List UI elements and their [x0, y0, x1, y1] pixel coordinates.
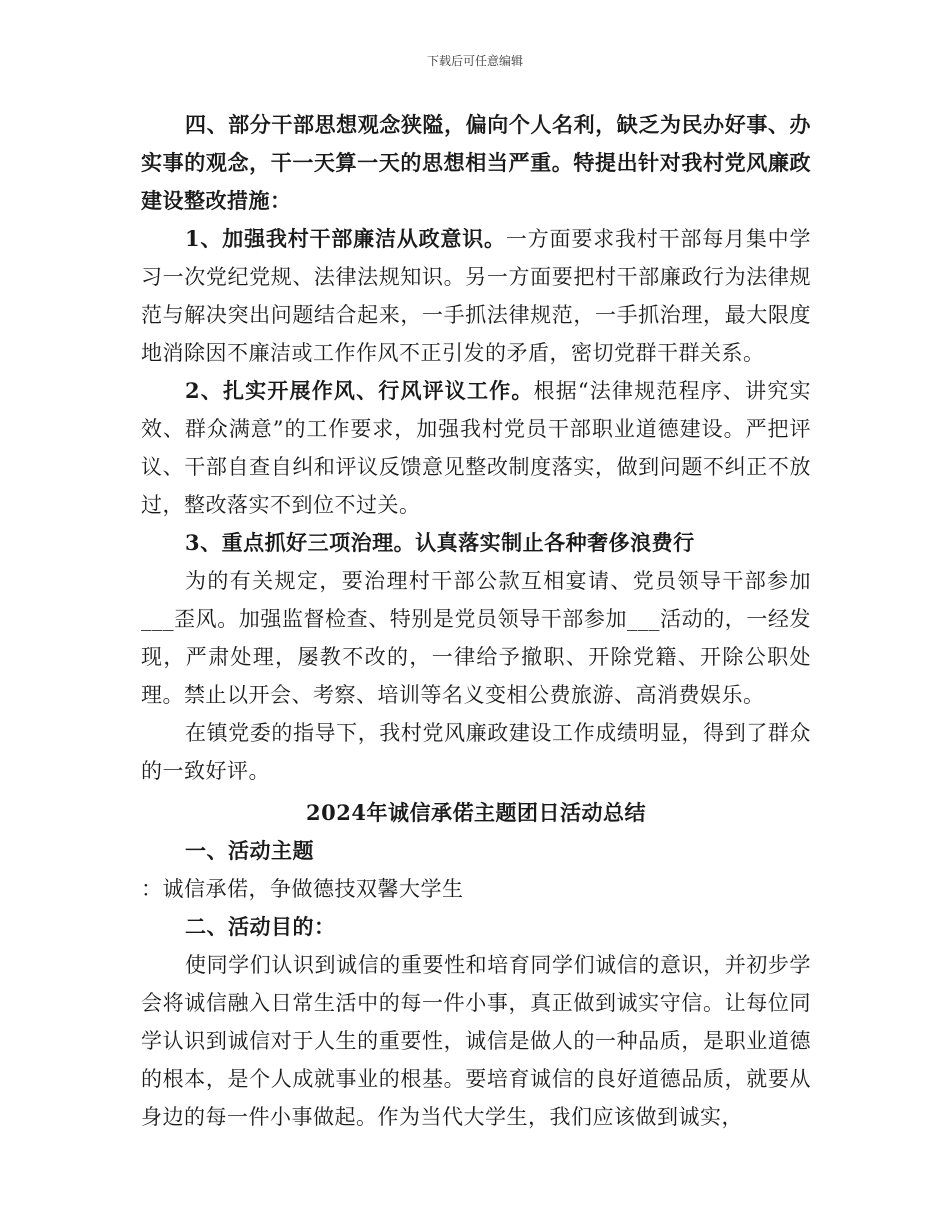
closing-paragraph: 在镇党委的指导下，我村党风廉政建设工作成绩明显，得到了群众的一致好评。	[141, 721, 811, 783]
activity-theme: ：诚信承偌，争做德技双馨大学生	[141, 877, 464, 901]
measure-item-3-title: 3、重点抓好三项治理。认真落实制止各种奢侈浪费行	[185, 530, 695, 555]
section-heading-theme: 一、活动主题	[185, 838, 314, 863]
section-heading-purpose: 二、活动目的：	[185, 914, 336, 939]
page-header: 下载后可任意编辑	[426, 54, 523, 68]
purpose-paragraph: 使同学们认识到诚信的重要性和培育同学们诚信的意识，并初步学会将诚信融入日常生活中的每一件小事，真正做到诚实守信。让每位同学认识到诚信对于人生的重要性，诚信是做人的一种品质，是职业道德的根本，是个人成就事业的根基。要培育诚信的良好道德品质，就要从身边的每一件小事做起。作为当代大学生，我们应该做到诚实，	[141, 953, 811, 1129]
measure-item-3-text: 为的有关规定，要治理村干部公款互相宴请、党员领导干部参加___歪风。加强监督检查、特别是党员领导干部参加___活动的，一经发现，严肃处理，屡教不改的，一律给予撤职、开除党籍、开除公职处理。禁止以开会、考察、培训等名义变相公费旅游、高消费娱乐。	[141, 569, 811, 707]
document-title: 2024年诚信承偌主题团日活动总结	[306, 800, 646, 825]
document-body	[141, 106, 811, 1136]
measure-item-2	[141, 372, 811, 524]
measure-item-1-title: 1、加强我村干部廉洁从政意识。	[185, 226, 506, 251]
measure-item-2-title: 2、扎实开展作风、行风评议工作。	[185, 378, 534, 403]
measure-item-2-text: 根据“法律规范程序、讲究实效、群众满意”的工作要求，加强我村党员干部职业道德建设。严把评议、干部自查自纠和评议反馈意见整改制度落实，做到问题不纠正不放过，整改落实不到位不过关。	[141, 379, 811, 517]
paragraph-issue-four: 四、部分干部思想观念狭隘，偏向个人名利，缺乏为民办好事、办实事的观念，干一天算一天的思想相当严重。特提出针对我村党风廉政建设整改措施：	[141, 112, 811, 213]
measure-item-1	[141, 220, 811, 372]
measure-item-1-text: 一方面要求我村干部每月集中学习一次党纪党规、法律法规知识。另一方面要把村干部廉政行为法律规范与解决突出问题结合起来，一手抓法律规范，一手抓治理，最大限度地消除因不廉洁或工作作风不正引发的矛盾，密切党群干群关系。	[141, 227, 811, 365]
